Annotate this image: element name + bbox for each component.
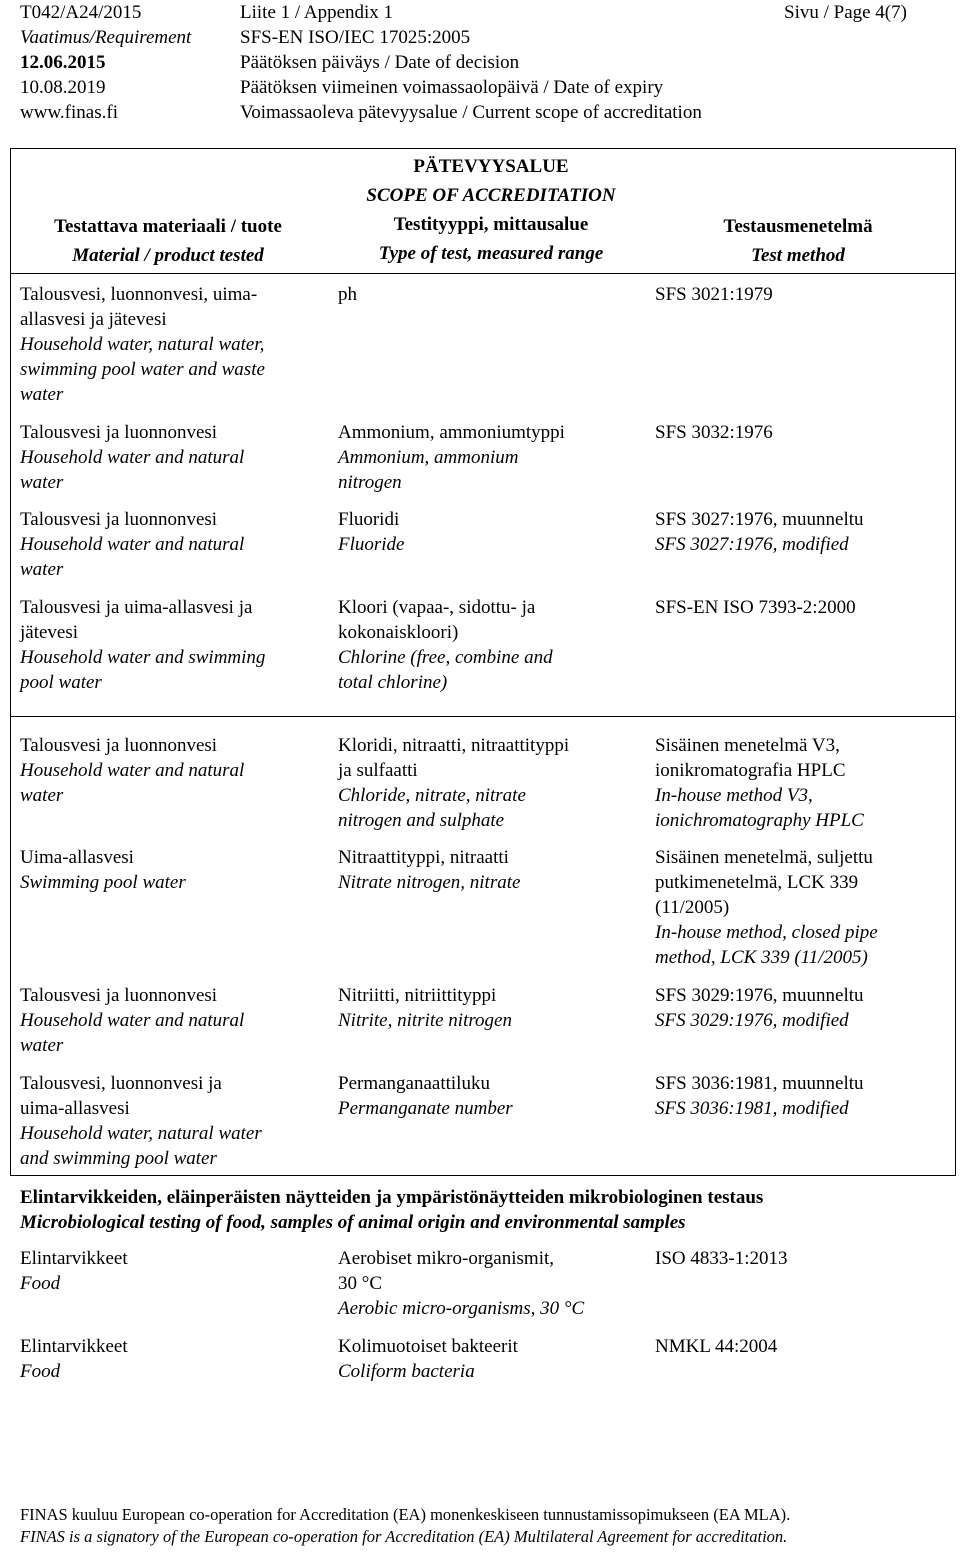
- table-row-method-line: ionichromatography HPLC: [655, 810, 864, 831]
- micro-row-material-line: Food: [20, 1273, 61, 1294]
- micro-row-method-line: ISO 4833-1:2013: [655, 1248, 788, 1269]
- micro-row-method-cell: [655, 1334, 777, 1359]
- micro-row-material-line: Elintarvikkeet: [20, 1336, 128, 1357]
- table-row-test-line: Chlorine (free, combine and: [338, 647, 553, 668]
- table-row-test-line: total chlorine): [338, 672, 448, 693]
- table-row-material-line: Household water and natural: [20, 447, 245, 468]
- table-row-material-line: Talousvesi, luonnonvesi, uima-: [20, 284, 258, 305]
- table-row-material-line: jätevesi: [20, 622, 79, 643]
- micro-row-material-line: Elintarvikkeet: [20, 1248, 128, 1269]
- table-row-method-cell: [655, 420, 773, 445]
- table-row-material-cell: [20, 845, 186, 895]
- micro-row-method-cell: [655, 1246, 787, 1271]
- table-row-method-line: In-house method V3,: [655, 785, 813, 806]
- header-divider: [10, 273, 956, 274]
- table-row-test-line: Kloori (vapaa-, sidottu- ja: [338, 597, 536, 618]
- table-row-material-line: water: [20, 384, 64, 405]
- table-row-test-line: Kloridi, nitraatti, nitraattityppi: [338, 735, 570, 756]
- table-row-test-cell: [338, 983, 512, 1033]
- micro-row-test-cell: [338, 1334, 518, 1384]
- expiry-date: 10.08.2019: [20, 77, 106, 98]
- table-row-material-line: Talousvesi ja luonnonvesi: [20, 509, 218, 530]
- table-row-material-cell: [20, 1071, 262, 1171]
- table-row-material-line: Household water and natural: [20, 1010, 245, 1031]
- table-row-method-cell: [655, 733, 864, 833]
- table-row-material-line: Talousvesi ja luonnonvesi: [20, 735, 218, 756]
- table-row-test-cell: [338, 595, 553, 695]
- micro-row-test-line: Aerobic micro-organisms, 30 °C: [338, 1298, 585, 1319]
- table-row-test-line: Nitrite, nitrite nitrogen: [338, 1010, 512, 1031]
- decision-date: 12.06.2015: [20, 52, 106, 73]
- table-row-material-line: Household water and swimming: [20, 647, 266, 668]
- table-row-material-cell: [20, 507, 244, 582]
- table-row-method-line: Sisäinen menetelmä, suljettu: [655, 847, 873, 868]
- table-row-method-cell: [655, 282, 773, 307]
- table-row-test-line: ph: [338, 284, 357, 305]
- table-row-material-line: Household water, natural water,: [20, 334, 265, 355]
- table-row-test-line: ja sulfaatti: [338, 760, 418, 781]
- col-head-material-fi: Testattava materiaali / tuote: [54, 216, 282, 237]
- table-row-method-line: SFS 3032:1976: [655, 422, 773, 443]
- table-row-material-line: allasvesi ja jätevesi: [20, 309, 167, 330]
- table-row-test-line: Nitriitti, nitriittityppi: [338, 985, 497, 1006]
- requirement-label: Vaatimus/Requirement: [20, 27, 192, 48]
- col-head-method: [660, 212, 936, 270]
- table-row-test-cell: [338, 420, 565, 495]
- col-head-test: [330, 152, 652, 268]
- footer-en: FINAS is a signatory of the European co-operation for Accreditation (EA) Multilateral Agreement for accreditation.: [20, 1527, 788, 1546]
- micro-row-test-line: 30 °C: [338, 1273, 383, 1294]
- table-row-method-line: SFS 3029:1976, muunneltu: [655, 985, 864, 1006]
- col-head-method-en: Test method: [751, 245, 845, 266]
- table-row-test-line: nitrogen and sulphate: [338, 810, 505, 831]
- table-row-method-line: SFS 3027:1976, modified: [655, 534, 849, 555]
- header-line-1: [0, 0, 960, 26]
- table-row-test-cell: [338, 1071, 513, 1121]
- table-row-material-cell: [20, 282, 265, 407]
- table-row-method-line: SFS 3036:1981, muunneltu: [655, 1073, 864, 1094]
- website-link[interactable]: www.finas.fi: [20, 102, 118, 123]
- table-row-method-line: SFS 3029:1976, modified: [655, 1010, 849, 1031]
- scope-label: Voimassaoleva pätevyysalue / Current scope of accreditation: [240, 102, 702, 123]
- col-head-material-en: Material / product tested: [72, 245, 264, 266]
- micro-row-material-line: Food: [20, 1361, 61, 1382]
- table-row-method-line: method, LCK 339 (11/2005): [655, 947, 868, 968]
- micro-row-test-line: Kolimuotoiset bakteerit: [338, 1336, 518, 1357]
- table-row-test-cell: [338, 733, 569, 833]
- table-row-material-line: Household water and natural: [20, 534, 245, 555]
- col-head-method-fi: Testausmenetelmä: [723, 216, 873, 237]
- col-head-test-fi: Testityyppi, mittausalue: [393, 214, 589, 235]
- micro-row-test-line: Coliform bacteria: [338, 1361, 475, 1382]
- table-row-method-line: ionikromatografia HPLC: [655, 760, 846, 781]
- table-row-material-cell: [20, 420, 244, 495]
- table-row-material-line: Swimming pool water: [20, 872, 186, 893]
- micro-row-material-cell: [20, 1334, 128, 1384]
- table-row-method-line: SFS-EN ISO 7393-2:2000: [655, 597, 856, 618]
- table-row-material-line: Talousvesi ja luonnonvesi: [20, 985, 218, 1006]
- table-row-test-line: Fluoride: [338, 534, 405, 555]
- micro-row-test-line: Aerobiset mikro-organismit,: [338, 1248, 555, 1269]
- table-row-test-cell: [338, 845, 520, 895]
- table-row-material-line: Talousvesi ja uima-allasvesi ja: [20, 597, 253, 618]
- table-row-material-line: Household water, natural water: [20, 1123, 262, 1144]
- table-row-material-line: pool water: [20, 672, 102, 693]
- table-row-method-cell: [655, 507, 864, 557]
- table-row-material-cell: [20, 733, 244, 808]
- requirement-value: SFS-EN ISO/IEC 17025:2005: [240, 27, 471, 48]
- row-group-divider: [10, 716, 956, 717]
- table-row-method-cell: [655, 845, 878, 970]
- table-row-material-cell: [20, 595, 265, 695]
- table-row-method-line: In-house method, closed pipe: [655, 922, 878, 943]
- footer: [20, 1504, 790, 1548]
- micro-row-test-cell: [338, 1246, 584, 1321]
- doc-id: T042/A24/2015: [20, 2, 142, 23]
- footer-fi: FINAS kuuluu European co-operation for Accreditation (EA) monenkeskiseen tunnustamissopimukseen (EA MLA).: [20, 1505, 791, 1524]
- header-line-4: [0, 75, 960, 101]
- table-row-method-cell: [655, 595, 856, 620]
- header-line-2: [0, 25, 960, 51]
- table-row-test-line: nitrogen: [338, 472, 402, 493]
- section-title-en: Microbiological testing of food, samples of animal origin and environmental samples: [20, 1212, 686, 1233]
- table-row-material-line: swimming pool water and waste: [20, 359, 265, 380]
- table-row-material-line: water: [20, 1035, 64, 1056]
- expiry-label: Päätöksen viimeinen voimassaolopäivä / Date of expiry: [240, 77, 664, 98]
- table-row-test-line: Nitraattityppi, nitraatti: [338, 847, 509, 868]
- table-row-test-line: Ammonium, ammoniumtyppi: [338, 422, 565, 443]
- col-head-test-en: Type of test, measured range: [378, 243, 604, 264]
- table-row-method-line: (11/2005): [655, 897, 730, 918]
- table-row-material-line: water: [20, 472, 64, 493]
- scope-title-fi: PÄTEVYYSALUE: [413, 156, 569, 177]
- table-row-material-line: Talousvesi, luonnonvesi ja: [20, 1073, 222, 1094]
- table-row-method-line: SFS 3027:1976, muunneltu: [655, 509, 864, 530]
- table-row-material-line: water: [20, 559, 64, 580]
- table-row-test-line: Permanganate number: [338, 1098, 513, 1119]
- table-row-method-line: Sisäinen menetelmä V3,: [655, 735, 840, 756]
- table-row-test-cell: [338, 507, 405, 557]
- table-row-test-line: Fluoridi: [338, 509, 400, 530]
- table-row-material-line: Talousvesi ja luonnonvesi: [20, 422, 218, 443]
- table-row-method-line: SFS 3021:1979: [655, 284, 773, 305]
- table-row-material-line: uima-allasvesi: [20, 1098, 130, 1119]
- table-row-material-cell: [20, 983, 244, 1058]
- table-row-material-line: Uima-allasvesi: [20, 847, 134, 868]
- micro-row-material-cell: [20, 1246, 128, 1296]
- table-row-method-line: SFS 3036:1981, modified: [655, 1098, 849, 1119]
- decision-label: Päätöksen päiväys / Date of decision: [240, 52, 520, 73]
- col-head-material: [20, 212, 316, 270]
- table-row-test-cell: [338, 282, 357, 307]
- table-row-test-line: Permanganaattiluku: [338, 1073, 490, 1094]
- table-row-test-line: Ammonium, ammonium: [338, 447, 519, 468]
- table-row-material-line: and swimming pool water: [20, 1148, 217, 1169]
- page-number: Sivu / Page 4(7): [784, 2, 907, 23]
- micro-row-method-line: NMKL 44:2004: [655, 1336, 778, 1357]
- table-row-material-line: water: [20, 785, 64, 806]
- header-line-5: [0, 100, 960, 126]
- header-line-3: [0, 50, 960, 76]
- section-title-fi: Elintarvikkeiden, eläinperäisten näytteiden ja ympäristönäytteiden mikrobiologinen testaus: [20, 1187, 764, 1208]
- table-row-test-line: Nitrate nitrogen, nitrate: [338, 872, 521, 893]
- appendix-label: Liite 1 / Appendix 1: [240, 2, 394, 23]
- table-row-test-line: kokonaiskloori): [338, 622, 459, 643]
- table-row-test-line: Chloride, nitrate, nitrate: [338, 785, 526, 806]
- section-title: [20, 1185, 763, 1235]
- table-row-method-line: putkimenetelmä, LCK 339: [655, 872, 859, 893]
- table-row-method-cell: [655, 983, 864, 1033]
- table-row-material-line: Household water and natural: [20, 760, 245, 781]
- table-row-method-cell: [655, 1071, 864, 1121]
- scope-title-en: SCOPE OF ACCREDITATION: [366, 185, 616, 206]
